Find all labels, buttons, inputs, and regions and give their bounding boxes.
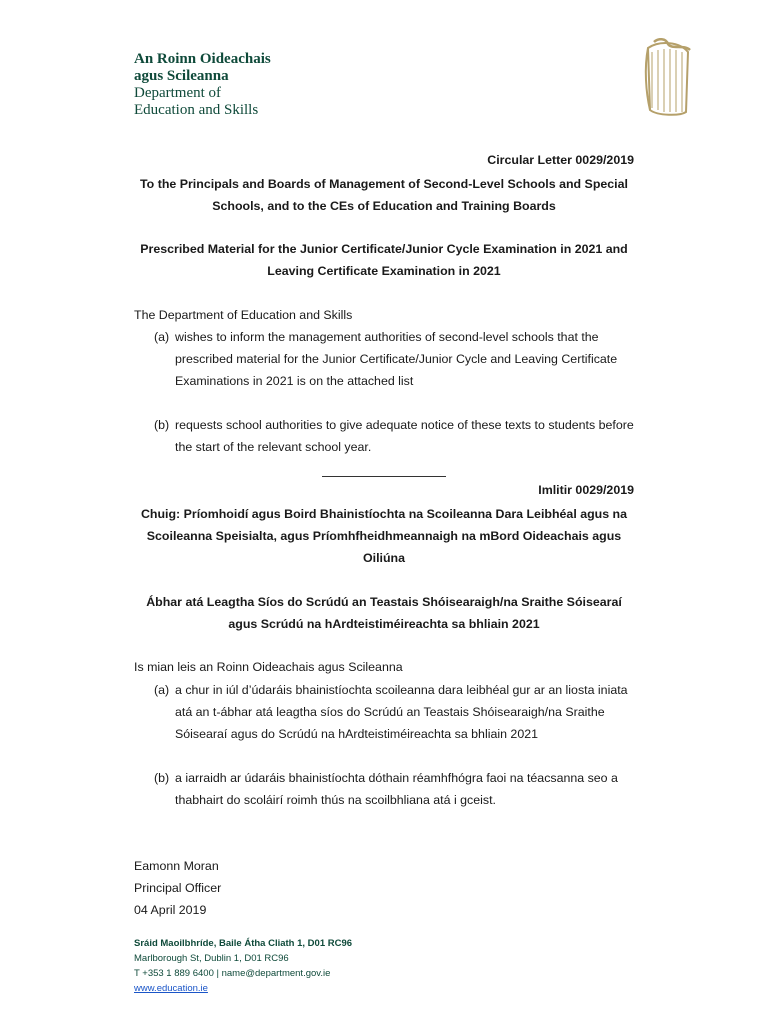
dept-name-english-1: Department of xyxy=(134,85,222,101)
list-item-line: prescribed material for the Junior Certificate/Junior Cycle and Leaving Certificate xyxy=(175,352,618,366)
addressee-line: Scoileanna Speisialta, agus Príomhfheidhmeannaigh na mBord Oideachais agus xyxy=(146,529,622,543)
list-item-line: the start of the relevant school year. xyxy=(175,440,372,454)
list-item-line: requests school authorities to give adequate notice of these texts to students before xyxy=(175,418,634,432)
circular-reference-irish: Imlitir 0029/2019 xyxy=(538,483,634,497)
addressee-line: Schools, and to the CEs of Education and Training Boards xyxy=(212,199,556,213)
list-item-line: Sóisearaí agus do Scrúdú na hArdteistiméireachta sa bhliain 2021 xyxy=(175,727,538,741)
subject-line: Leaving Certificate Examination in 2021 xyxy=(267,264,501,278)
section-divider xyxy=(322,476,446,477)
signatory-title: Principal Officer xyxy=(134,881,222,895)
dept-name-irish-1: An Roinn Oideachais xyxy=(134,51,271,67)
list-item xyxy=(154,326,644,392)
signatory-name: Eamonn Moran xyxy=(134,859,219,873)
addressee-line: Chuig: Príomhoidí agus Boird Bhainistíochta na Scoileanna Dara Leibhéal agus na xyxy=(140,507,628,521)
list-item-label: (b) xyxy=(154,771,170,785)
circular-reference: Circular Letter 0029/2019 xyxy=(487,153,634,167)
intro-english: The Department of Education and Skills xyxy=(134,308,353,322)
address-english: Marlborough St, Dublin 1, D01 RC96 xyxy=(134,953,289,964)
letter-date: 04 April 2019 xyxy=(134,903,207,917)
website-link[interactable]: www.education.ie xyxy=(134,983,208,994)
subject-irish xyxy=(134,591,634,635)
contact-line: T +353 1 889 6400 | name@department.gov.ie xyxy=(134,968,331,979)
signature-block xyxy=(134,855,221,921)
list-item xyxy=(154,767,644,811)
dept-name-english-2: Education and Skills xyxy=(134,102,259,118)
footer-contact xyxy=(134,936,352,996)
address-irish: Sráid Maoilbhríde, Baile Átha Cliath 1, D01 RC96 xyxy=(134,938,353,949)
list-item-label: (b) xyxy=(154,418,170,432)
harp-emblem-icon xyxy=(640,38,696,120)
list-item-line: atá an t-ábhar atá leagtha síos do Scrúdú an Teastais Shóisearaigh/na Sraithe xyxy=(175,705,605,719)
list-item xyxy=(154,414,644,458)
department-wordmark xyxy=(134,51,271,119)
list-item-line: thabhairt do scoláirí roimh thús na scoilbhliana atá i gceist. xyxy=(175,793,496,807)
addressee-english xyxy=(134,173,634,217)
intro-irish: Is mian leis an Roinn Oideachais agus Scileanna xyxy=(134,660,403,674)
addressee-line: Oiliúna xyxy=(363,551,405,565)
addressee-irish xyxy=(134,503,634,569)
subject-line: Prescribed Material for the Junior Certificate/Junior Cycle Examination in 2021 and xyxy=(140,242,628,256)
dept-name-irish-2: agus Scileanna xyxy=(134,68,229,84)
list-item xyxy=(154,679,644,745)
list-item-label: (a) xyxy=(154,330,170,344)
subject-line: agus Scrúdú na hArdteistiméireachta sa bhliain 2021 xyxy=(228,617,540,631)
list-item-label: (a) xyxy=(154,683,170,697)
subject-line: Ábhar atá Leagtha Síos do Scrúdú an Teastais Shóisearaigh/na Sraithe Sóisearaí xyxy=(146,595,622,609)
subject-english xyxy=(134,238,634,282)
addressee-line: To the Principals and Boards of Management of Second-Level Schools and Special xyxy=(140,177,628,191)
list-item-line: a iarraidh ar údaráis bhainistíochta dóthain réamhfhógra faoi na téacsanna seo a xyxy=(175,771,618,785)
list-item-line: wishes to inform the management authorities of second-level schools that the xyxy=(175,330,599,344)
list-item-line: Examinations in 2021 is on the attached list xyxy=(175,374,414,388)
list-item-line: a chur in iúl d’údaráis bhainistíochta scoileanna dara leibhéal gur ar an liosta iniata xyxy=(175,683,628,697)
